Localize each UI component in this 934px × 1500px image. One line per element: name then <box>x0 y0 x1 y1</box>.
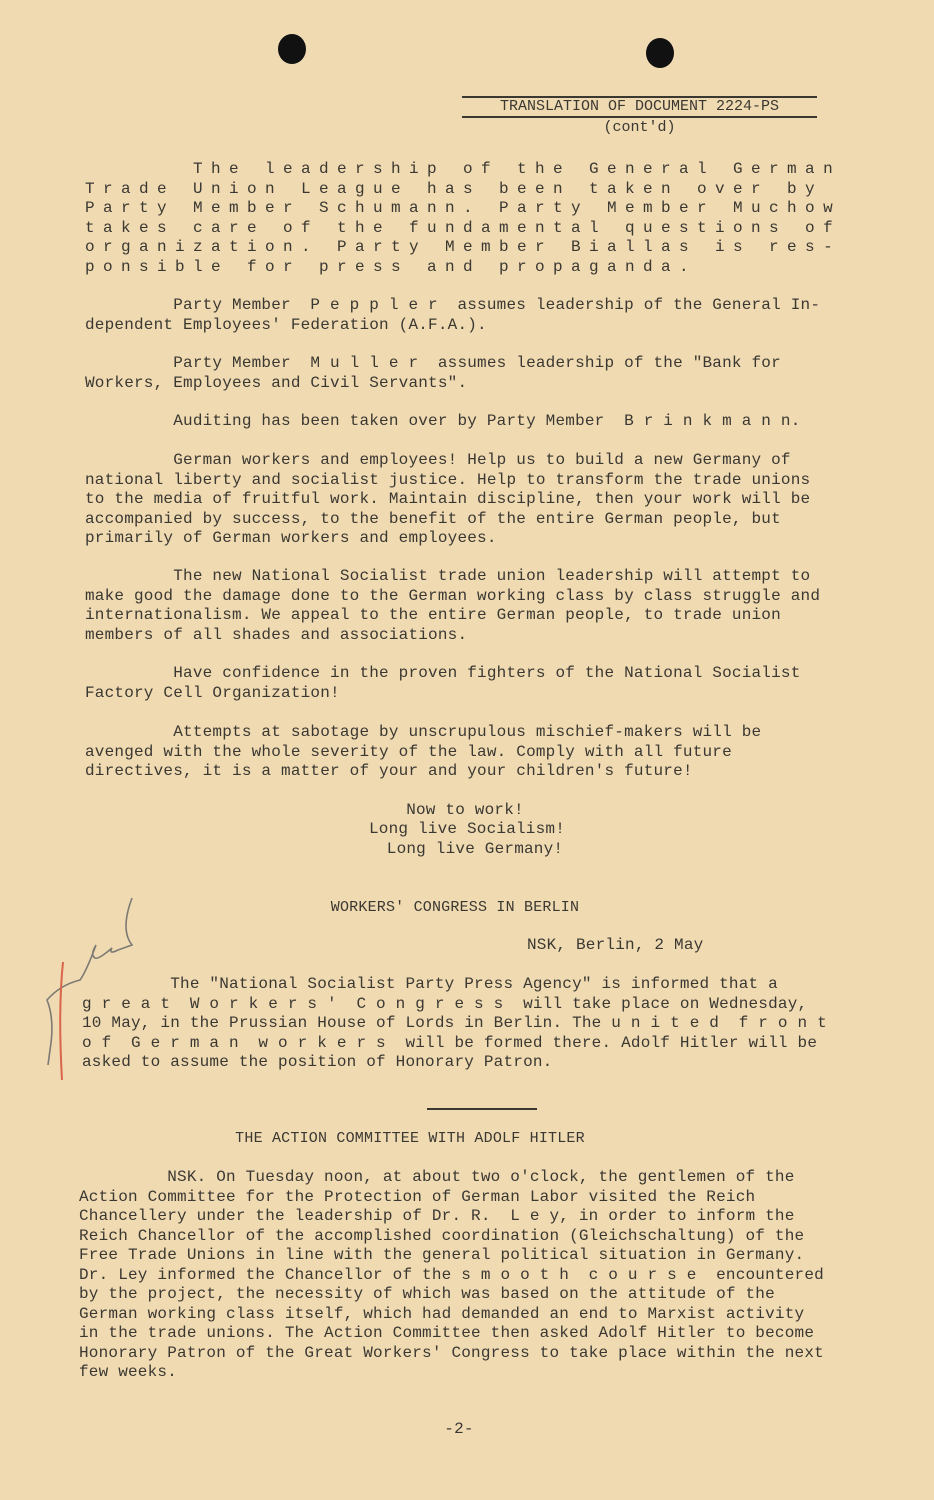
text-line: primarily of German workers and employees. <box>85 529 497 547</box>
text-line: directives, it is a matter of your and your children's future! <box>85 762 693 780</box>
section-heading: WORKERS' CONGRESS IN BERLIN <box>330 899 580 916</box>
slogan: Now to work! <box>406 801 524 819</box>
text-line: ponsible for press and propaganda. <box>85 257 698 276</box>
dateline: NSK, Berlin, 2 May <box>527 936 704 954</box>
text-line: German workers and employees! Help us to build a new Germany of <box>85 451 791 469</box>
text-line: o f G e r m a n w o r k e r s will be formed there. Adolf Hitler will be <box>82 1033 818 1052</box>
text-line: Party Member Schumann. Party Member Muchow <box>85 199 842 217</box>
text-line: members of all shades and associations. <box>85 625 468 644</box>
text-line: Action Committee for the Protection of German Labor visited the Reich <box>79 1187 756 1206</box>
text-line: Party Member M u l l e r assumes leadership of the "Bank for <box>85 354 781 372</box>
document-title: TRANSLATION OF DOCUMENT 2224-PS <box>499 98 780 115</box>
text-line: Honorary Patron of the Great Workers' Congress to take place within the next <box>79 1343 824 1362</box>
text-line: Party Member P e p p l e r assumes leadership of the General In- <box>85 296 821 314</box>
text-line: Attempts at sabotage by unscrupulous mischief-makers will be <box>85 723 762 741</box>
text-line: The new National Socialist trade union leadership will attempt to <box>85 567 811 585</box>
text-line: German working class itself, which had demanded an end to Marxist activity <box>79 1304 805 1323</box>
text-line: make good the damage done to the German working class by class struggle and <box>85 586 821 605</box>
text-line: Have confidence in the proven fighters of the National Socialist <box>85 664 801 682</box>
text-line: 10 May, in the Prussian House of Lords in Berlin. The u n i t e d f r o n t <box>82 1014 827 1032</box>
text-line: avenged with the whole severity of the law. Comply with all future <box>85 742 732 761</box>
text-line: NSK. On Tuesday noon, at about two o'clock, the gentlemen of the <box>79 1168 795 1186</box>
text-line: internationalism. We appeal to the entire German people, to trade union <box>85 606 781 624</box>
text-line: Dr. Ley informed the Chancellor of the s m o o t h c o u r s e encountered <box>79 1265 824 1284</box>
text-line: in the trade unions. The Action Committee then asked Adolf Hitler to become <box>79 1324 815 1342</box>
text-line: national liberty and socialist justice. Help to transform the trade unions <box>85 470 811 489</box>
text-line: organization. Party Member Biallas is res- <box>85 238 842 256</box>
page-number: -2- <box>444 1420 474 1438</box>
text-line: The "National Socialist Party Press Agency" is informed that a <box>82 975 778 993</box>
text-line: dependent Employees' Federation (A.F.A.). <box>85 315 487 334</box>
text-line: Trade Union League has been taken over by <box>85 179 824 198</box>
text-line: few weeks. <box>79 1363 178 1381</box>
red-pencil-line <box>60 962 63 1080</box>
text-line: Workers, Employees and Civil Servants". <box>85 373 468 392</box>
text-line: Chancellery under the leadership of Dr. R. L e y, in order to inform the <box>79 1207 795 1225</box>
text-line: Factory Cell Organization! <box>85 683 340 702</box>
text-line: The leadership of the General German <box>85 160 842 178</box>
text-line: g r e a t W o r k e r s ' C o n g r e s s will take place on Wednesday, <box>82 994 808 1013</box>
document-subtitle: (cont'd) <box>603 119 676 136</box>
text-line: asked to assume the position of Honorary Patron. <box>82 1053 553 1071</box>
text-line: to the media of fruitful work. Maintain discipline, then your work will be <box>85 490 811 508</box>
text-line: by the project, the necessity of which was based on the attitude of the <box>79 1285 775 1303</box>
text-line: takes care of the fundamental questions of <box>85 218 842 237</box>
text-line: accompanied by success, to the benefit of the entire German people, but <box>85 509 781 528</box>
slogan: Long live Germany! <box>386 840 564 858</box>
slogan: Long live Socialism! <box>368 820 566 838</box>
text-line: Free Trade Unions in line with the general political situation in Germany. <box>79 1246 805 1264</box>
section-heading: THE ACTION COMMITTEE WITH ADOLF HITLER <box>235 1130 585 1147</box>
text-line: Reich Chancellor of the accomplished coordination (Gleichschaltung) of the <box>79 1226 805 1245</box>
text-line: Auditing has been taken over by Party Member B r i n k m a n n. <box>85 412 801 430</box>
